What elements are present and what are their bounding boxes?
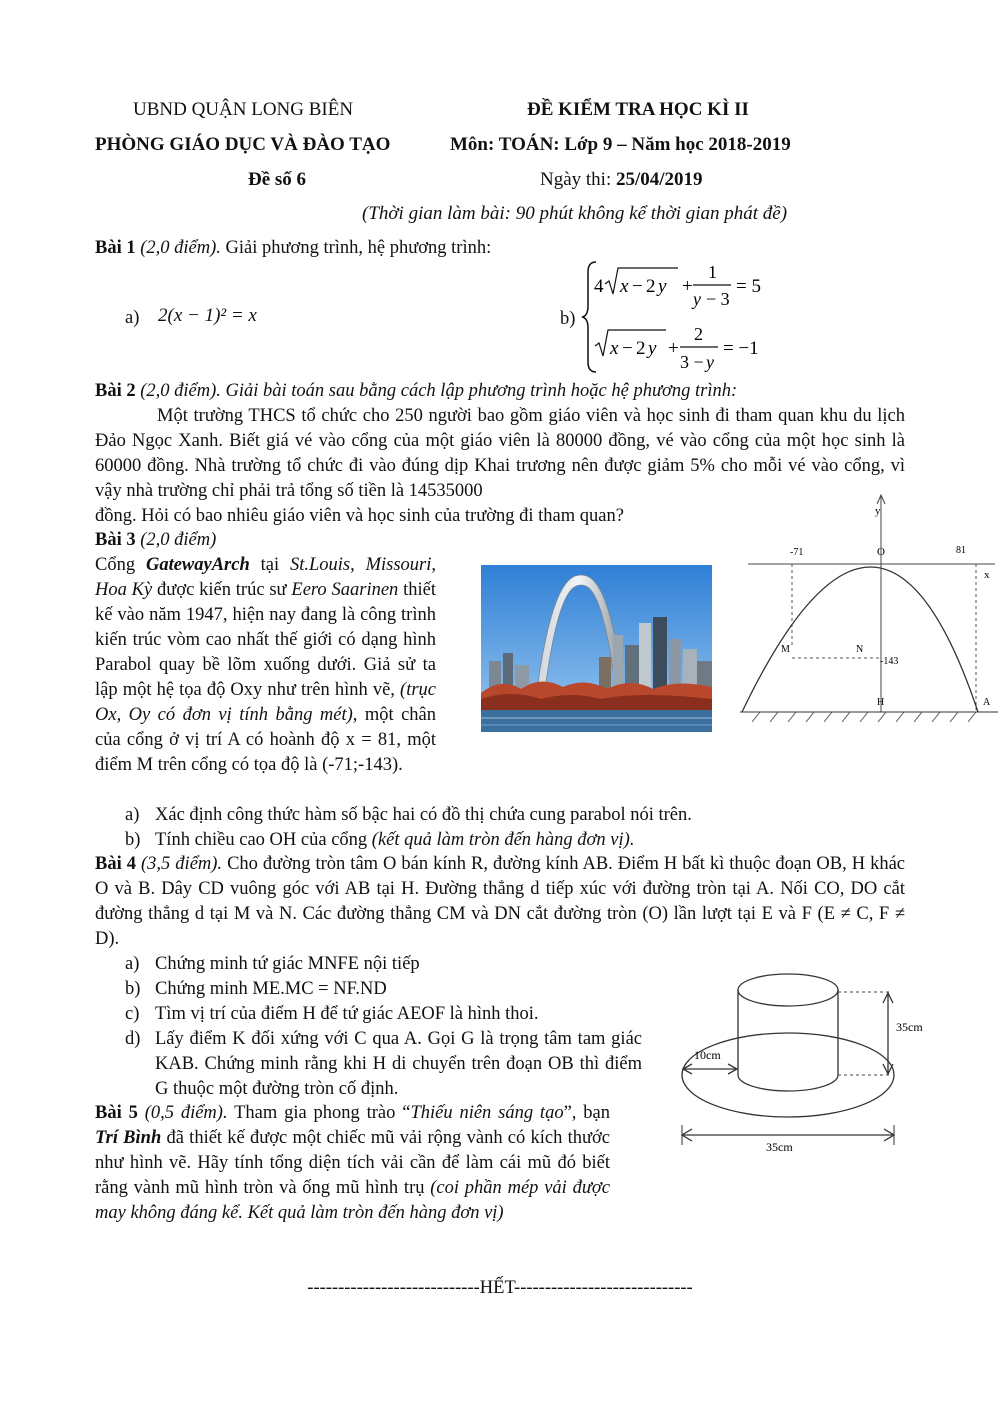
date-value: 25/04/2019 [616,169,703,190]
svg-text:+: + [668,338,679,359]
x-axis-label: x [984,569,990,581]
point-a-label: A [983,697,991,708]
diameter-label: 35cm [766,1140,793,1154]
bai3-title: Bài 3 [95,530,136,550]
bai3-item-a-text: Xác định công thức hàm số bậc hai có đồ thị chứa cung parabol nói trên. [155,805,692,825]
bai2-points: (2,0 điểm). Giải bài toán sau bằng cách lập phương trình hoặc hệ phương trình: [140,381,738,401]
gateway-arch-photo [481,565,712,732]
bai1-b-label: b) [560,309,576,329]
bai4-item-d-text: Lấy điểm K đối xứng với C qua A. Gọi G là trọng tâm tam giác KAB. Chứng minh rằng khi H di chuyển trên đoạn OB thì điểm G thuộc một đường tròn cố định. [155,1029,642,1099]
hat-cylinder-top [738,974,838,1006]
y-axis-label: y [875,505,881,517]
hat-diagram [670,965,940,1165]
bai4-title: Bài 4 [95,854,136,874]
ground-hatching [752,712,976,722]
exam-date [540,167,703,193]
x-tick-a: 81 [956,545,966,556]
architect-name: Eero Saarinen [291,580,399,600]
svg-text:2: 2 [646,276,656,297]
program-name: Thiếu niên sáng tạo [410,1103,564,1123]
height-label: 35cm [896,1020,923,1034]
svg-text:1: 1 [708,262,717,282]
bai5-text-3: ”, bạn [563,1103,610,1123]
bai1-text: Giải phương trình, hệ phương trình: [220,238,492,258]
bai2-text-end: đồng. Hỏi có bao nhiêu giáo viên và học sinh của trường đi tham quan? [95,506,624,526]
svg-text:+: + [682,276,693,297]
bai4-points: (3,5 điểm). [141,854,223,874]
svg-text:2: 2 [636,338,646,359]
parabola-curve [742,567,978,712]
bai1-heading [95,236,491,261]
bai5-text-1: Tham gia phong trào “ [227,1103,411,1123]
bai3-item-a [125,803,692,828]
bai3-text-5: được kiến trúc sư [152,580,292,600]
header-version: Đề số 6 [248,169,307,190]
bai4-item-c-label: c) [125,1004,140,1024]
bai1-a-equation: 2(x − 1)² = x [158,305,257,326]
svg-text:y: y [658,276,667,297]
origin-label: O [877,546,885,558]
bai5-body [95,1101,610,1226]
bai4-body [95,852,905,952]
bai3-heading [95,528,216,553]
duration-note: (Thời gian làm bài: 90 phút không kể thời gian phát đề) [362,203,788,224]
bai1-b-system [578,258,778,376]
svg-text:x: x [610,338,619,359]
bai4-item-a [125,952,420,977]
bai4-item-d-label: d) [125,1029,141,1049]
location-name: St.Louis, Missouri, Hoa Kỳ [95,555,437,600]
axis-unit-note: (trục Ox, Oy có đơn vị tính bằng mét) [95,680,436,725]
svg-text:= −1: = −1 [723,338,759,359]
hat-cylinder-bottom [738,1075,838,1091]
bai5-note: (coi phần mép vải được may không đáng kể. Kết quả làm tròn đến hàng đơn vị) [95,1178,610,1223]
bai3-points: (2,0 điểm) [140,530,217,550]
svg-text:2: 2 [694,324,703,344]
bai1-title: Bài 1 [95,238,136,258]
svg-text:x: x [620,276,629,297]
svg-text:y: y [648,338,657,359]
bai3-body [95,553,436,778]
radius-label: 10cm [694,1048,721,1062]
bai3-item-b-note: (kết quả làm tròn đến hàng đơn vị). [371,830,635,850]
bai1-points: (2,0 điểm). [140,238,221,258]
bai2-text: Một trường THCS tổ chức cho 250 người bao gồm giáo viên và học sinh đi tham quan khu du lịch Đảo Ngọc Xanh. Biết giá vé vào cổng của một giáo viên là 80000 đồng, vé vào cổng của một học sinh là 60000 đồng. Nhà trường tổ chức đi vào đúng dịp Khai trương nên được giảm 5% cho mỗi vé vào cổng, vì vậy nhà trường chỉ phải trả tổng số tiền là 14535000 [95,406,905,501]
bai4-item-d [125,1027,642,1102]
svg-text:y: y [706,352,714,372]
bai3-item-b [125,828,635,853]
header-department: PHÒNG GIÁO DỤC VÀ ĐÀO TẠO [95,134,391,155]
x-tick-m: -71 [790,547,804,558]
bai4-text: Cho đường tròn tâm O bán kính R, đường kính AB. Điểm H bất kì thuộc đoạn OB, H khác O và B. Dây CD vuông góc với AB tại H. Đường thẳng d tiếp xúc với đường tròn tại A. Nối CO, DO cắt đường thẳng d tại M và N. Các đường thẳng CM và DN cắt đường tròn (O) lần lượt tại E và F (E ≠ C, F ≠ D). [95,854,905,949]
arch-coordinate-diagram [740,492,998,730]
svg-text:3 −: 3 − [680,352,704,372]
bai5-points: (0,5 điểm). [144,1103,228,1123]
bai2-body [95,404,905,504]
end-marker: ----------------------------HẾT----------------------------- [307,1278,693,1298]
bai3-text-3: tại [249,555,290,575]
exam-title: ĐỀ KIỂM TRA HỌC KÌ II [527,99,749,120]
svg-text:y: y [693,289,701,309]
y-value-label: -143 [880,656,899,667]
bai4-item-b [125,977,387,1002]
svg-text:= 5: = 5 [736,276,761,297]
bai4-item-c [125,1002,539,1027]
subject-line: Môn: TOÁN: Lớp 9 – Năm học 2018-2019 [450,134,791,155]
svg-text:−: − [622,338,633,359]
svg-text:4: 4 [594,276,604,297]
bai4-item-a-label: a) [125,954,140,974]
bai3-text-7: thiết kế vào năm 1947, hiện nay đang là công trình kiến trúc vòm cao nhất thế giới có dạng hình Parabol quay bề lõm xuống dưới. Giả sử ta lập một hệ tọa độ Oxy như trên hình vẽ, [95,580,436,700]
bai5-text-5: đã thiết kế được một chiếc mũ vải rộng vành có kích thước như hình vẽ. Hãy tính tổng diện tích vải cần để làm cái mũ đó biết rằng vành mũ hình tròn và ống mũ hình trụ [95,1128,610,1198]
bai2-title: Bài 2 [95,381,136,401]
gateway-arch-name: GatewayArch [145,555,250,575]
bai1-a-label: a) [125,308,140,328]
svg-text:− 3: − 3 [706,289,730,309]
point-h-label: H [877,697,885,708]
bai4-item-a-text: Chứng minh tứ giác MNFE nội tiếp [155,954,420,974]
date-label: Ngày thi: [540,169,616,190]
bai2-heading [95,379,737,404]
bai5-title: Bài 5 [95,1103,138,1123]
header-authority: UBND QUẬN LONG BIÊN [133,99,354,120]
bai3-text-9: , một chân của cổng ở vị trí A có hoành độ x = 81, một điểm M trên cổng có tọa độ là (-71;-143). [95,705,436,775]
svg-text:−: − [632,276,643,297]
bai3-item-b-label: b) [125,830,141,850]
student-name: Trí Bình [95,1128,162,1148]
bai3-item-b-text: Tính chiều cao OH của cổng [155,830,372,850]
bai4-item-b-label: b) [125,979,141,999]
bai3-item-a-label: a) [125,805,140,825]
point-m-label: M [781,644,790,655]
bai4-item-b-text: Chứng minh ME.MC = NF.ND [155,979,387,999]
bai3-text-1: Cổng [95,555,146,575]
bai4-item-c-text: Tìm vị trí của điểm H để tứ giác AEOF là hình thoi. [155,1004,539,1024]
point-n-label: N [856,644,864,655]
